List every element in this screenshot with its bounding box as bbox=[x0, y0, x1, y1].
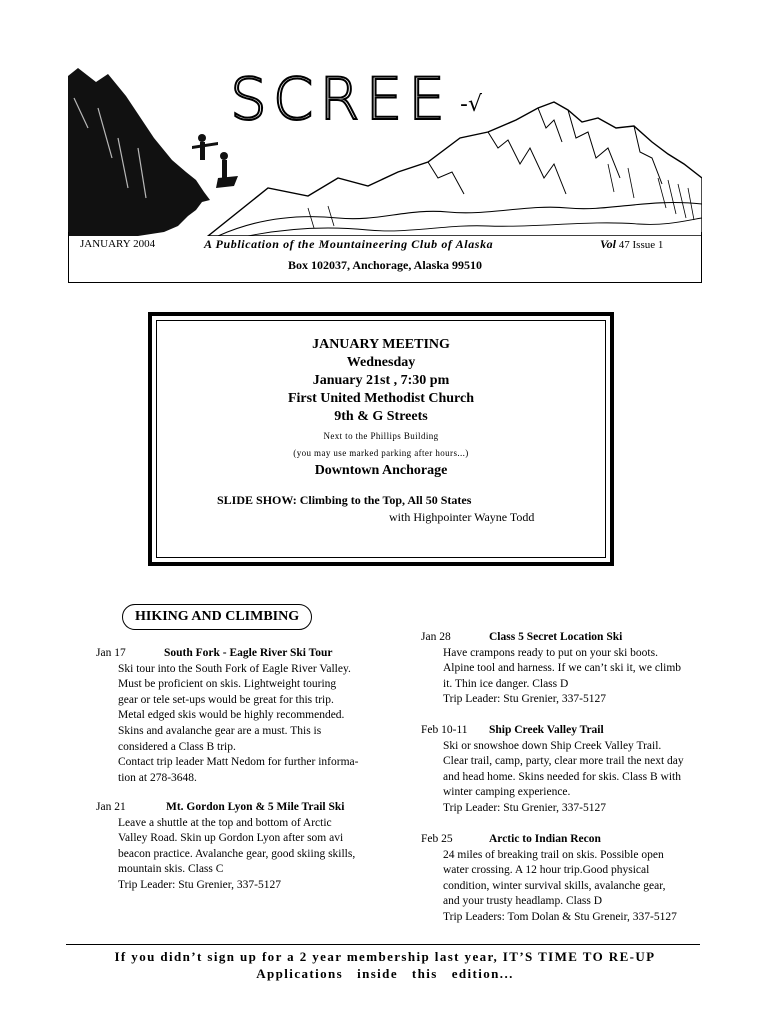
meeting-streets: 9th & G Streets bbox=[334, 409, 428, 424]
trip-line: Ski or snowshoe down Ship Creek Valley Trail. bbox=[443, 739, 662, 752]
volume-issue bbox=[600, 236, 663, 253]
masthead bbox=[68, 65, 702, 284]
trip-name: Arctic to Indian Recon bbox=[489, 833, 601, 845]
trip-line: beacon practice. Avalanche gear, good skiing skills, bbox=[118, 847, 356, 860]
meeting-venue: First United Methodist Church bbox=[287, 391, 475, 406]
membership-notice bbox=[0, 948, 770, 982]
trip-line: Must be proficient on skis. Lightweight touring bbox=[118, 678, 337, 691]
slide-show-title: SLIDE SHOW: Climbing to the Top, All 50 States bbox=[217, 493, 472, 507]
trip-line: considered a Class B trip. bbox=[118, 740, 236, 753]
trip-date: Jan 21 bbox=[96, 801, 126, 813]
trip-line: 24 miles of breaking trail on skis. Possible open bbox=[443, 848, 664, 861]
trip-line: tion at 278-3648. bbox=[118, 771, 197, 784]
volume-label: Vol bbox=[600, 237, 617, 251]
trip-description bbox=[118, 816, 355, 894]
membership-notice-line-1: If you didn’t sign up for a 2 year membership last year, IT’S TIME TO RE-UP bbox=[114, 949, 656, 964]
trip-name: Class 5 Secret Location Ski bbox=[489, 631, 623, 643]
trip-line: condition, winter survival skills, avalanche gear, bbox=[443, 879, 666, 892]
issue-date: JANUARY 2004 bbox=[80, 238, 156, 250]
meeting-note-2: (you may use marked parking after hours...) bbox=[293, 448, 469, 458]
membership-notice-line-2: Applications inside this edition... bbox=[256, 966, 514, 981]
trip-line: water crossing. A 12 hour trip.Good physical bbox=[443, 864, 650, 877]
trip-date: Feb 10-11 bbox=[421, 724, 468, 736]
trip-description bbox=[443, 848, 677, 926]
trip-date: Jan 28 bbox=[421, 631, 451, 643]
meeting-day: Wednesday bbox=[346, 355, 416, 370]
trip-name: Mt. Gordon Lyon & 5 Mile Trail Ski bbox=[166, 801, 345, 813]
trip-line: winter camping experience. bbox=[443, 786, 571, 799]
trip-line: and your trusty headlamp. Class D bbox=[443, 895, 603, 908]
slide-show-presenter: with Highpointer Wayne Todd bbox=[389, 510, 535, 524]
trip-name: Ship Creek Valley Trail bbox=[489, 724, 604, 736]
meeting-datetime: January 21st , 7:30 pm bbox=[312, 373, 450, 388]
publication-tagline: A Publication of the Mountaineering Club of Alaska bbox=[204, 237, 494, 251]
trip-line: it. Thin ice danger. Class D bbox=[443, 677, 569, 690]
trip-description bbox=[118, 662, 358, 787]
trip-line: Leave a shuttle at the top and bottom of Arctic bbox=[118, 816, 332, 829]
section-heading-hiking-climbing: HIKING AND CLIMBING bbox=[122, 604, 312, 630]
trip-line: gear or tele set-ups would be great for this trip. bbox=[118, 693, 334, 706]
mailing-address: Box 102037, Anchorage, Alaska 99510 bbox=[287, 258, 482, 272]
meeting-location: Downtown Anchorage bbox=[314, 463, 448, 478]
trip-line: Alpine tool and harness. If we can’t ski it, we climb bbox=[443, 662, 682, 675]
trip-date: Jan 17 bbox=[96, 647, 126, 659]
trip-line: Trip Leader: Stu Grenier, 337-5127 bbox=[118, 878, 281, 891]
trip-line: Trip Leaders: Tom Dolan & Stu Greneir, 337-5127 bbox=[443, 910, 677, 923]
trip-description bbox=[443, 646, 681, 708]
meeting-inner-frame bbox=[156, 320, 606, 558]
newsletter-title: SCREE bbox=[230, 65, 451, 133]
trip-date: Feb 25 bbox=[421, 833, 453, 845]
issue-line bbox=[68, 236, 702, 252]
meeting-heading: JANUARY MEETING bbox=[312, 337, 450, 352]
trip-line: Valley Road. Skin up Gordon Lyon after som avi bbox=[118, 832, 344, 845]
trip-line: Trip Leader: Stu Grenier, 337-5127 bbox=[443, 693, 606, 706]
trip-line: Trip Leader: Stu Grenier, 337-5127 bbox=[443, 801, 606, 814]
trip-name: South Fork - Eagle River Ski Tour bbox=[164, 647, 333, 659]
trip-line: mountain skis. Class C bbox=[118, 863, 224, 876]
trip-line: and head home. Skins needed for skis. Class B with bbox=[443, 770, 681, 783]
meeting-note-1: Next to the Phillips Building bbox=[323, 431, 439, 441]
trip-line: Metal edged skis would be highly recommended. bbox=[118, 709, 345, 722]
trip-line: Skins and avalanche gear are a must. This is bbox=[118, 724, 322, 737]
meeting-announcement bbox=[148, 312, 614, 566]
volume-number: 47 Issue 1 bbox=[618, 239, 664, 251]
trip-line: Contact trip leader Matt Nedom for further informa- bbox=[118, 756, 359, 769]
trip-description bbox=[443, 739, 684, 817]
trip-line: Clear trail, camp, party, clear more trail the next day bbox=[443, 755, 684, 768]
footer-divider bbox=[66, 944, 700, 945]
title-flourish: -√ bbox=[460, 92, 482, 117]
trip-line: Ski tour into the South Fork of Eagle River Valley. bbox=[118, 662, 351, 675]
trip-line: Have crampons ready to put on your ski boots. bbox=[443, 646, 658, 659]
